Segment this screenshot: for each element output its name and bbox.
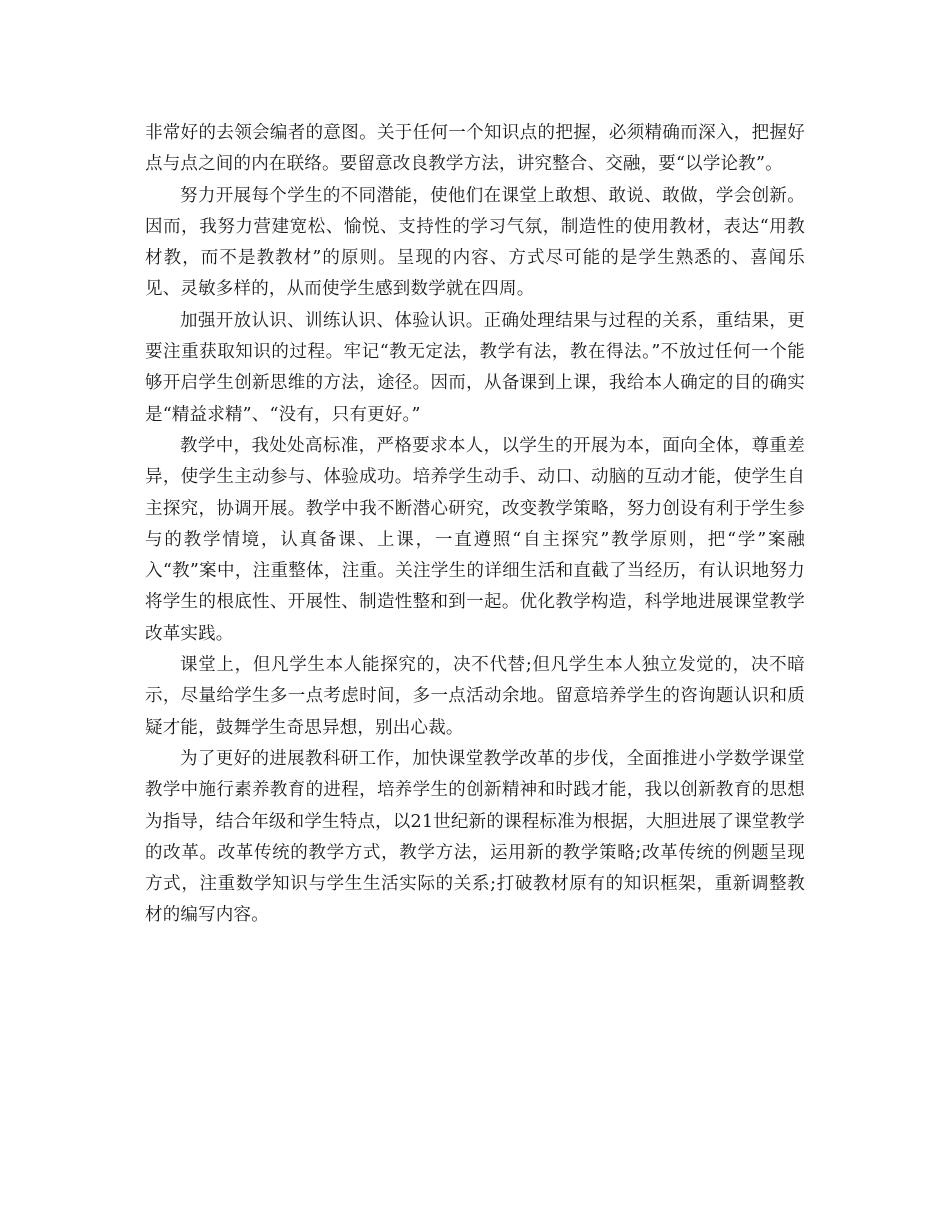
paragraph-6: 为了更好的进展教科研工作，加快课堂教学改革的步伐，全面推进小学数学课堂教学中施行素养教育的进程，培养学生的创新精神和时践才能，我以创新教育的思想为指导，结合年级和学生特点，以21世纪新的课程标准为根据，大胆进展了课堂教学的改革。改革传统的教学方式，教学方法，运用新的教学策略;改革传统的例题呈现方式，注重数学知识与学生生活实际的关系;打破教材原有的知识框架，重新调整教材的编写内容。 xyxy=(145,748,805,926)
paragraph-1: 非常好的去领会编者的意图。关于任何一个知识点的把握，必须精确而深入，把握好点与点之间的内在联络。要留意改良教学方法，讲究整合、交融，要“以学论教”。 xyxy=(145,123,805,175)
paragraph-4: 教学中，我处处高标准，严格要求本人，以学生的开展为本，面向全体，尊重差异，使学生主动参与、体验成功。培养学生动手、动口、动脑的互动才能，使学生自主探究，协调开展。教学中我不断潜心研究，改变教学策略，努力创设有利于学生参与的教学情境，认真备课、上课，一直遵照“自主探究”教学原则，把“学”案融入“教”案中，注重整体，注重。关注学生的详细生活和直截了当经历，有认识地努力将学生的根底性、开展性、制造性整和到一起。优化教学构造，科学地进展课堂教学改革实践。 xyxy=(145,435,805,644)
document-body xyxy=(145,118,805,932)
paragraph-3: 加强开放认识、训练认识、体验认识。正确处理结果与过程的关系，重结果，更要注重获取知识的过程。牢记“教无定法，教学有法，教在得法。”不放过任何一个能够开启学生创新思维的方法，途径。因而，从备课到上课，我给本人确定的目的确实是“精益求精”、“没有，只有更好。” xyxy=(145,310,805,425)
paragraph-5: 课堂上，但凡学生本人能探究的，决不代替;但凡学生本人独立发觉的，决不暗示，尽量给学生多一点考虑时间，多一点活动余地。留意培养学生的咨询题认识和质疑才能，鼓舞学生奇思异想，别出心裁。 xyxy=(145,655,805,738)
paragraph-2: 努力开展每个学生的不同潜能，使他们在课堂上敢想、敢说、敢做，学会创新。因而，我努力营建宽松、愉悦、支持性的学习气氛，制造性的使用教材，表达“用教材教，而不是教教材”的原则。呈现的内容、方式尽可能的是学生熟悉的、喜闻乐见、灵敏多样的，从而使学生感到数学就在四周。 xyxy=(145,185,805,300)
